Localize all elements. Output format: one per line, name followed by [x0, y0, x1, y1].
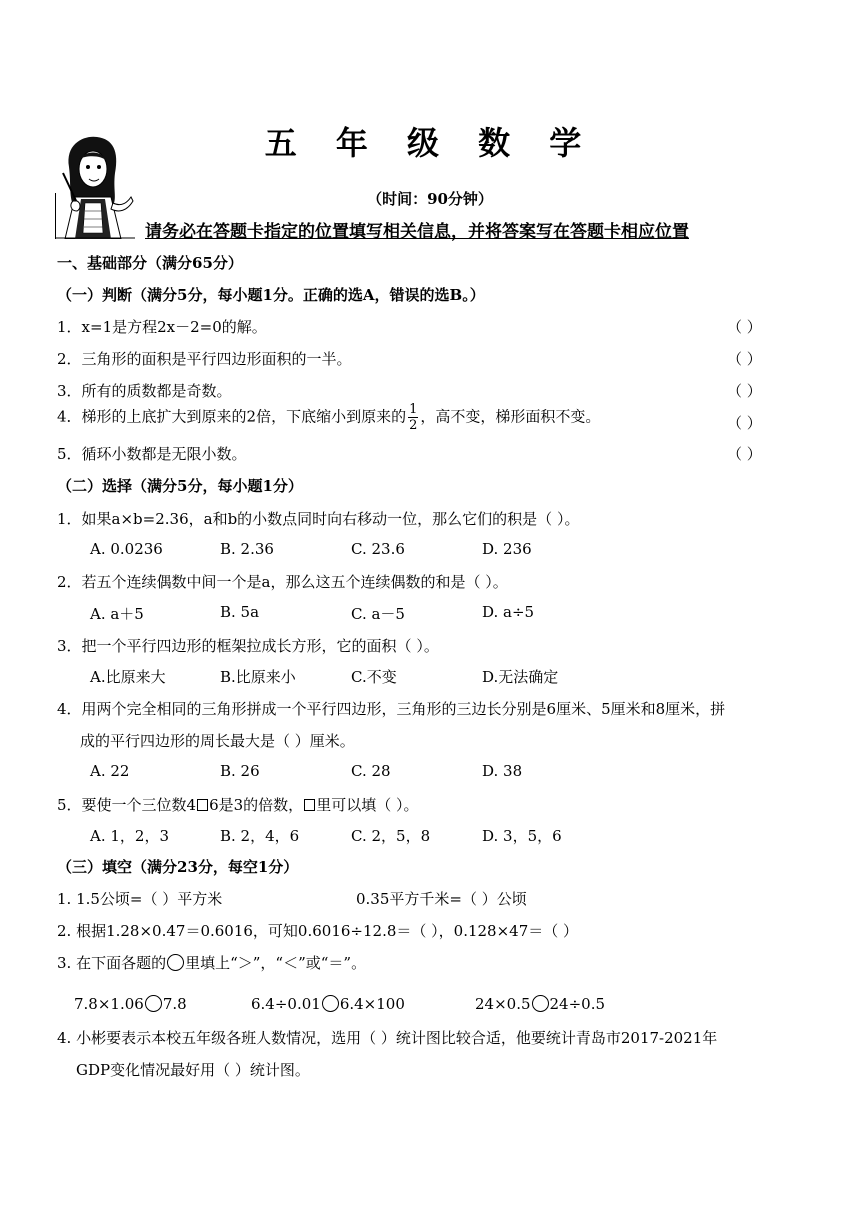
judge-item-2: 2．三角形的面积是平行四边形面积的一半。: [57, 350, 352, 368]
fill-q3-text-b: 里填上“＞”，“＜”或“＝”。: [185, 954, 367, 972]
compare-3-right: 24÷0.5: [549, 995, 606, 1013]
judge-answer-1: （ ）: [727, 318, 762, 336]
blank-box-icon: [197, 799, 208, 811]
choice-q3-option-a: A.比原来大: [90, 668, 166, 686]
compare-circle-icon: [167, 954, 184, 971]
choice-q4-option-d: D. 38: [482, 762, 523, 780]
judge-item-4-tail: ，高不变，梯形面积不变。: [420, 407, 601, 426]
judge-item-3: 3．所有的质数都是奇数。: [57, 382, 232, 400]
judge-item-1: 1．x=1是方程2x－2=0的解。: [57, 318, 267, 336]
part1-heading: 一、基础部分（满分65分）: [57, 254, 243, 272]
fill-q3-text-a: 3. 在下面各题的: [57, 954, 167, 972]
exam-time: （时间：90分钟）: [367, 190, 493, 208]
fill-q2: 2. 根据1.28×0.47＝0.6016，可知0.6016÷12.8＝（ ），0.128×47＝（ ）: [57, 922, 579, 940]
compare-2-left: 6.4÷0.01: [251, 995, 321, 1013]
choice-q4: 4．用两个完全相同的三角形拼成一个平行四边形，三角形的三边长分别是6厘米、5厘米和8厘米，拼: [57, 700, 726, 718]
judge-answer-3: （ ）: [727, 382, 762, 400]
choice-heading: （二）选择（满分5分，每小题1分）: [57, 477, 303, 495]
fill-q1-part-a: 1. 1.5公顷=（ ）平方米: [57, 890, 223, 908]
fill-q3: [57, 952, 366, 973]
compare-circle-icon: [322, 995, 339, 1012]
compare-item-2: [251, 995, 405, 1013]
choice-q1-option-d: D. 236: [482, 540, 532, 558]
compare-1-right: 7.8: [162, 995, 187, 1013]
choice-q1-option-c: C. 23.6: [351, 540, 405, 558]
choice-q1: 1．如果a×b=2.36，a和b的小数点同时向右移动一位，那么它们的积是（ ）。: [57, 510, 580, 528]
fraction-denominator: 2: [409, 418, 418, 433]
choice-q5-option-a: A. 1，2，3: [90, 827, 169, 845]
judge-answer-2: （ ）: [727, 350, 762, 368]
compare-1-left: 7.8×1.06: [74, 995, 144, 1013]
judge-item-4-text: 4．梯形的上底扩大到原来的2倍，下底缩小到原来的: [57, 407, 407, 426]
choice-q5-option-c: C. 2，5，8: [351, 827, 431, 845]
judge-item-4: [57, 402, 600, 433]
answer-sheet-notice: 请务必在答题卡指定的位置填写相关信息，并将答案写在答题卡相应位置: [145, 222, 689, 242]
judge-item-5: 5．循环小数都是无限小数。: [57, 445, 247, 463]
choice-q4-option-b: B. 26: [220, 762, 260, 780]
choice-q5-option-d: D. 3，5，6: [482, 827, 562, 845]
compare-3-left: 24×0.5: [475, 995, 531, 1013]
page-title: 五 年 级 数 学: [264, 124, 596, 162]
compare-circle-icon: [532, 995, 549, 1012]
compare-item-3: [475, 995, 605, 1013]
choice-q1-option-a: A. 0.0236: [90, 540, 163, 558]
choice-q2-option-c: C. a－5: [351, 605, 405, 623]
choice-q5: [57, 794, 418, 815]
choice-q5-text-b: 6是3的倍数，: [209, 796, 304, 814]
fill-q4: 4. 小彬要表示本校五年级各班人数情况，选用（ ）统计图比较合适，他要统计青岛市2017-2021年: [57, 1029, 718, 1047]
choice-q1-option-b: B. 2.36: [220, 540, 274, 558]
compare-item-1: [74, 995, 187, 1013]
blank-box-icon: [304, 799, 315, 811]
choice-q4-option-c: C. 28: [351, 762, 391, 780]
choice-q5-text-c: 里可以填（ ）。: [316, 796, 419, 814]
choice-q4-option-a: A. 22: [90, 762, 130, 780]
choice-q5-text-a: 5．要使一个三位数4: [57, 796, 197, 814]
compare-circle-icon: [145, 995, 162, 1012]
judge-answer-5: （ ）: [727, 445, 762, 463]
choice-q3-option-d: D.无法确定: [482, 668, 559, 686]
choice-q2-option-b: B. 5a: [220, 603, 260, 621]
fraction-numerator: 1: [409, 402, 418, 417]
judge-answer-4: （ ）: [727, 414, 762, 432]
fill-heading: （三）填空（满分23分，每空1分）: [57, 858, 299, 876]
choice-q4-continued: 成的平行四边形的周长最大是（ ）厘米。: [80, 732, 355, 750]
fill-q4-continued: GDP变化情况最好用（ ）统计图。: [76, 1061, 310, 1079]
choice-q3-option-b: B.比原来小: [220, 668, 296, 686]
fill-q1-part-b: 0.35平方千米=（ ）公顷: [356, 890, 527, 908]
choice-q3: 3．把一个平行四边形的框架拉成长方形，它的面积（ ）。: [57, 637, 439, 655]
fraction-one-half: [408, 402, 418, 433]
choice-q2-option-d: D. a÷5: [482, 603, 535, 621]
judge-heading: （一）判断（满分5分，每小题1分。正确的选A，错误的选B。）: [57, 286, 485, 304]
choice-q5-option-b: B. 2，4，6: [220, 827, 300, 845]
choice-q2: 2．若五个连续偶数中间一个是a，那么这五个连续偶数的和是（ ）。: [57, 573, 508, 591]
choice-q3-option-c: C.不变: [351, 668, 397, 686]
choice-q2-option-a: A. a＋5: [90, 605, 144, 623]
compare-2-right: 6.4×100: [339, 995, 405, 1013]
